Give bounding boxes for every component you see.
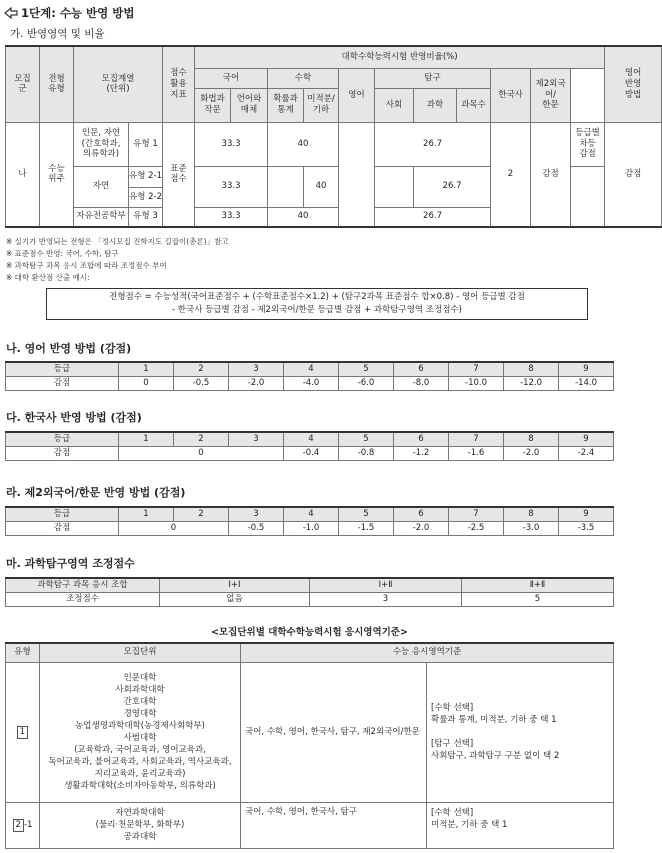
header-ratio: 대학수학능력시험 반영비율(%) [195, 46, 605, 68]
arrow-icon [4, 7, 18, 19]
value-9: -14.0 [559, 377, 614, 391]
english-table [5, 361, 614, 391]
row-label: 감점 [6, 522, 119, 536]
adjust-2: 3 [310, 593, 462, 607]
combo-label: 과학탐구 과목 응시 조합 [6, 578, 160, 593]
cell-history: 감점 [531, 122, 571, 227]
cell-english [339, 122, 375, 227]
grade-label: 등급 [6, 432, 119, 447]
value-4: -1.0 [284, 522, 339, 536]
combo-1: Ⅰ+Ⅰ [160, 578, 310, 593]
cell-group: 나 [6, 122, 40, 227]
value-7: -1.6 [449, 447, 504, 461]
criteria-select-1: [수학 선택] 확률과 통계, 미적분, 기하 중 택 1 [탐구 선택] 사회탐구, 과학탐구 구분 없이 택 2 [427, 662, 614, 802]
criteria-units-2: 자연과학대학 (물리·천문학부, 화학부) 공과대학 [40, 802, 241, 848]
criteria-subjects-1: 국어, 수학, 영어, 한국사, 탐구, 제2외국어/한문 [241, 662, 427, 802]
formula-box: 전형점수 = 수능성적(국어표준점수 + (수학표준점수×1.2) + (탐구2과목 표준점수 합×0.8) - 영어 등급별 감점 - 한국사 등급별 감점 - 제2외국어/한문 등급별 감점 + 과학탐구영역 조정점수) [46, 288, 588, 320]
grade-8: 8 [504, 432, 559, 447]
adjust-3: 5 [462, 593, 614, 607]
combo-3: Ⅱ+Ⅱ [462, 578, 614, 593]
grade-7: 7 [449, 362, 504, 377]
cell-math-3: 40 [268, 207, 339, 227]
grade-7: 7 [449, 507, 504, 522]
value-5: -1.5 [339, 522, 394, 536]
cell-math-2: 40 [304, 166, 339, 207]
cell-type: 수능 위주 [40, 122, 74, 227]
foreign-table [5, 506, 614, 536]
ratio-table [5, 45, 662, 228]
value-3: -0.5 [229, 522, 284, 536]
row-label: 감점 [6, 377, 119, 391]
cell-type21: 유형 2-1 [129, 166, 163, 187]
value-8: -12.0 [504, 377, 559, 391]
header-group: 모집 군 [6, 46, 40, 122]
cell-unit2: 자연 [74, 166, 129, 207]
grade-8: 8 [504, 507, 559, 522]
cell-unit3: 자유전공학부 [74, 207, 129, 227]
grade-5: 5 [339, 432, 394, 447]
value-3: -2.0 [229, 377, 284, 391]
step-title: 1단계: 수능 반영 방법 [4, 5, 134, 21]
criteria-select-2: [수학 선택] 미적분, 기하 중 택 1 [427, 802, 614, 848]
value-9: -3.5 [559, 522, 614, 536]
value-4: -4.0 [284, 377, 339, 391]
value-6: -8.0 [394, 377, 449, 391]
value-8: -3.0 [504, 522, 559, 536]
header-speech: 화법과 작문 [195, 88, 231, 122]
value-6: -2.0 [394, 522, 449, 536]
value-zero: 0 [119, 447, 284, 461]
value-7: -2.5 [449, 522, 504, 536]
value-7: -10.0 [449, 377, 504, 391]
grade-4: 4 [284, 432, 339, 447]
grade-4: 4 [284, 362, 339, 377]
header-inquiry: 탐구 [375, 68, 491, 88]
grade-1: 1 [119, 507, 174, 522]
grade-label: 등급 [6, 507, 119, 522]
cell-korean-1: 33.3 [195, 122, 268, 166]
grade-3: 3 [229, 362, 284, 377]
grade-4: 4 [284, 507, 339, 522]
cell-type3: 유형 3 [129, 207, 163, 227]
section-d-title: 라. 제2외국어/한문 반영 방법 (감점) [6, 486, 186, 499]
grade-7: 7 [449, 432, 504, 447]
cell-eng-method: 감점 [605, 122, 662, 227]
science-adjust-table [5, 577, 614, 607]
value-1: 0 [119, 377, 174, 391]
grade-1: 1 [119, 432, 174, 447]
cell-math-2a [268, 166, 304, 207]
cell-korean-3: 33.3 [195, 207, 268, 227]
grade-2: 2 [174, 507, 229, 522]
grade-6: 6 [394, 432, 449, 447]
combo-2: Ⅰ+Ⅱ [310, 578, 462, 593]
cell-type22: 유형 2-2 [129, 187, 163, 207]
header-calc: 미적분/ 기하 [304, 88, 339, 122]
value-9: -2.4 [559, 447, 614, 461]
cell-foreign: 등급별 차등 감점 [571, 122, 605, 166]
criteria-header-unit: 모집단위 [40, 643, 241, 662]
section-a-title: 가. 반영영역 및 비율 [10, 28, 105, 40]
grade-8: 8 [504, 362, 559, 377]
cell-inquiry-2: 26.7 [414, 166, 491, 207]
criteria-table [5, 642, 614, 849]
grade-2: 2 [174, 432, 229, 447]
value-8: -2.0 [504, 447, 559, 461]
grade-2: 2 [174, 362, 229, 377]
criteria-units-1: 인문대학 사회과학대학 간호대학 경영대학 농업생명과학대학(농경제사회학부) 사범대학 (교육학과, 국어교육과, 영어교육과, 독어교육과, 불어교육과, 사회교육과, 역사교육과, 지리교육과, 윤리교육과) 생활과학대학(소비자아동학부, 의류학과) [40, 662, 241, 802]
history-table [5, 431, 614, 461]
grade-5: 5 [339, 362, 394, 377]
cell-subjects: 2 [491, 122, 531, 227]
cell-type1: 유형 1 [129, 122, 163, 166]
adjust-1: 없음 [160, 593, 310, 607]
header-type: 전형 유형 [40, 46, 74, 122]
section-b-title: 나. 영어 반영 방법 (감점) [6, 342, 132, 355]
cell-social-2 [375, 166, 414, 207]
header-index: 점수 활용 지표 [163, 46, 195, 122]
value-5: -6.0 [339, 377, 394, 391]
header-eng-method: 영어 반영 방법 [605, 46, 662, 122]
cell-foreign-empty [571, 166, 605, 227]
header-english: 영어 [339, 68, 375, 122]
grade-9: 9 [559, 362, 614, 377]
criteria-type-1: 1 [6, 662, 40, 802]
value-6: -1.2 [394, 447, 449, 461]
value-4: -0.4 [284, 447, 339, 461]
notes: ※ 실기가 반영되는 전형은 「정시모집 진학지도 길잡이(총론)」참고 ※ 표준점수 반영: 국어, 수학, 탐구 ※ 과학탐구 과목 응시 조합에 따라 조정점수 부여 ※ 대학 환산점 산출 예시: [6, 237, 229, 282]
header-social: 사회 [375, 88, 414, 122]
grade-9: 9 [559, 432, 614, 447]
grade-5: 5 [339, 507, 394, 522]
header-unit: 모집계열 (단위) [74, 46, 163, 122]
header-foreign: 제2외국어/ 한문 [531, 68, 571, 122]
header-language: 언어와 매체 [231, 88, 268, 122]
grade-1: 1 [119, 362, 174, 377]
grade-6: 6 [394, 362, 449, 377]
grade-3: 3 [229, 507, 284, 522]
cell-math-1: 40 [268, 122, 339, 166]
cell-korean-2: 33.3 [195, 166, 268, 207]
cell-unit1: 인문, 자연 (간호학과, 의류학과) [74, 122, 129, 166]
header-history: 한국사 [491, 68, 531, 122]
value-5: -0.8 [339, 447, 394, 461]
section-f-title: <모집단위별 대학수학능력시험 응시영역기준> [211, 627, 408, 638]
grade-label: 등급 [6, 362, 119, 377]
adjust-label: 조정점수 [6, 593, 160, 607]
grade-3: 3 [229, 432, 284, 447]
row-label: 감점 [6, 447, 119, 461]
criteria-subjects-2: 국어, 수학, 영어, 한국사, 탐구 [241, 802, 427, 848]
section-e-title: 마. 과학탐구영역 조정점수 [6, 557, 135, 570]
criteria-type-2: 2 -1 [6, 802, 40, 848]
header-korean: 국어 [195, 68, 268, 88]
criteria-header-type: 유형 [6, 643, 40, 662]
value-2: -0.5 [174, 377, 229, 391]
header-math: 수학 [268, 68, 339, 88]
header-prob: 확률과 통계 [268, 88, 304, 122]
cell-index: 표준 점수 [163, 122, 195, 227]
grade-6: 6 [394, 507, 449, 522]
cell-inquiry-3: 26.7 [375, 207, 491, 227]
header-subjects: 과목수 [457, 88, 491, 122]
section-c-title: 다. 한국사 반영 방법 (감점) [6, 411, 142, 424]
value-zero: 0 [119, 522, 229, 536]
cell-inquiry-1: 26.7 [375, 122, 491, 166]
grade-9: 9 [559, 507, 614, 522]
criteria-header: 수능 응시영역기준 [241, 643, 614, 662]
header-science: 과학 [414, 88, 457, 122]
